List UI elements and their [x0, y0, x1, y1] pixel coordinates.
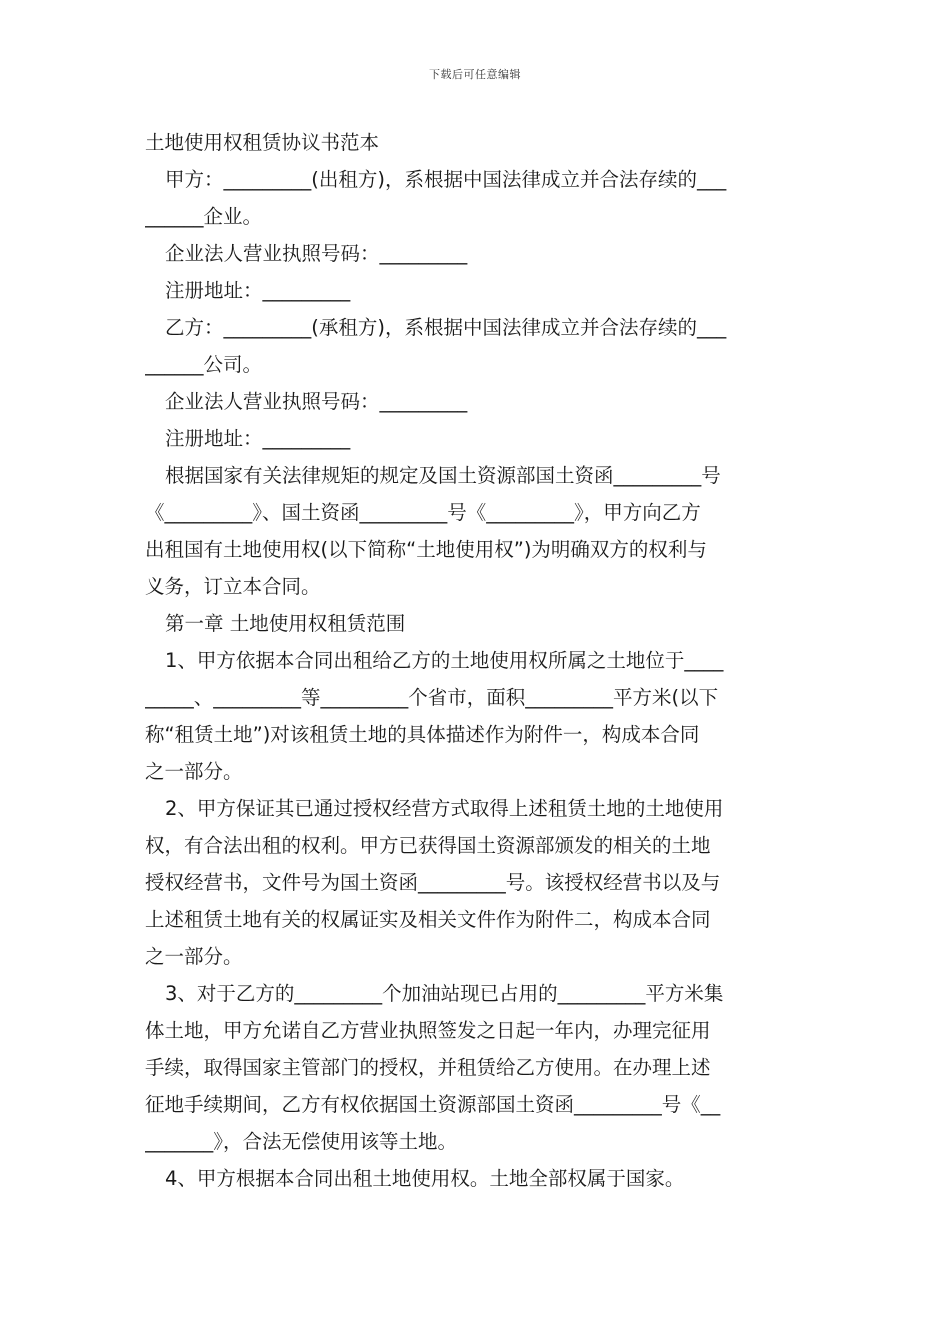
clause-1-line-2: _____、_________等_________个省市，面积_________平方米(以下 [145, 686, 719, 709]
chapter-heading: 第一章 土地使用权租赁范围 [165, 612, 406, 635]
document-title: 土地使用权租赁协议书范本 [145, 131, 380, 154]
party-a-license: 企业法人营业执照号码：_________ [165, 242, 468, 265]
party-b-line: 乙方：_________(承租方)，系根据中国法律成立并合法存续的___ [165, 316, 727, 339]
clause-1-line-4: 之一部分。 [145, 760, 243, 783]
preamble-line-3: 出租国有土地使用权(以下简称“土地使用权”)为明确双方的权利与 [145, 538, 707, 561]
header-note: 下载后可任意编辑 [429, 68, 521, 81]
clause-3-line-1: 3、对于乙方的_________个加油站现已占用的_________平方米集 [165, 982, 724, 1005]
clause-3-line-2: 体土地，甲方允诺自乙方营业执照签发之日起一年内，办理完征用 [145, 1019, 711, 1042]
clause-1-line-1: 1、甲方依据本合同出租给乙方的土地使用权所属之土地位于____ [165, 649, 724, 672]
clause-3-line-5: _______》，合法无偿使用该等土地。 [145, 1130, 458, 1153]
clause-2-line-2: 权，有合法出租的权利。甲方已获得国土资源部颁发的相关的土地 [145, 834, 711, 857]
party-a-address: 注册地址：_________ [165, 279, 351, 302]
clause-1-line-3: 称“租赁土地”)对该租赁土地的具体描述作为附件一，构成本合同 [145, 723, 700, 746]
clause-2-line-3: 授权经营书，文件号为国土资函_________号。该授权经营书以及与 [145, 871, 721, 894]
party-a-line: 甲方：_________(出租方)，系根据中国法律成立并合法存续的___ [165, 168, 727, 191]
clause-3-line-4: 征地手续期间，乙方有权依据国土资源部国土资函_________号《__ [145, 1093, 721, 1116]
document-body [145, 124, 809, 1197]
clause-2-line-1: 2、甲方保证其已通过授权经营方式取得上述租赁土地的土地使用 [165, 797, 724, 820]
party-a-line-cont: ______企业。 [145, 205, 263, 228]
party-b-address: 注册地址：_________ [165, 427, 351, 450]
clause-2-line-4: 上述租赁土地有关的权属证实及相关文件作为附件二，构成本合同 [145, 908, 711, 931]
preamble-line-2: 《_________》、国土资函_________号《_________》，甲方向乙方 [145, 501, 701, 524]
party-b-license: 企业法人营业执照号码：_________ [165, 390, 468, 413]
preamble-line-1: 根据国家有关法律规矩的规定及国土资源部国土资函_________号 [165, 464, 721, 487]
preamble-line-4: 义务，订立本合同。 [145, 575, 321, 598]
clause-4-line-1: 4、甲方根据本合同出租土地使用权。土地全部权属于国家。 [165, 1167, 685, 1190]
party-b-line-cont: ______公司。 [145, 353, 263, 376]
clause-2-line-5: 之一部分。 [145, 945, 243, 968]
clause-3-line-3: 手续，取得国家主管部门的授权，并租赁给乙方使用。在办理上述 [145, 1056, 711, 1079]
